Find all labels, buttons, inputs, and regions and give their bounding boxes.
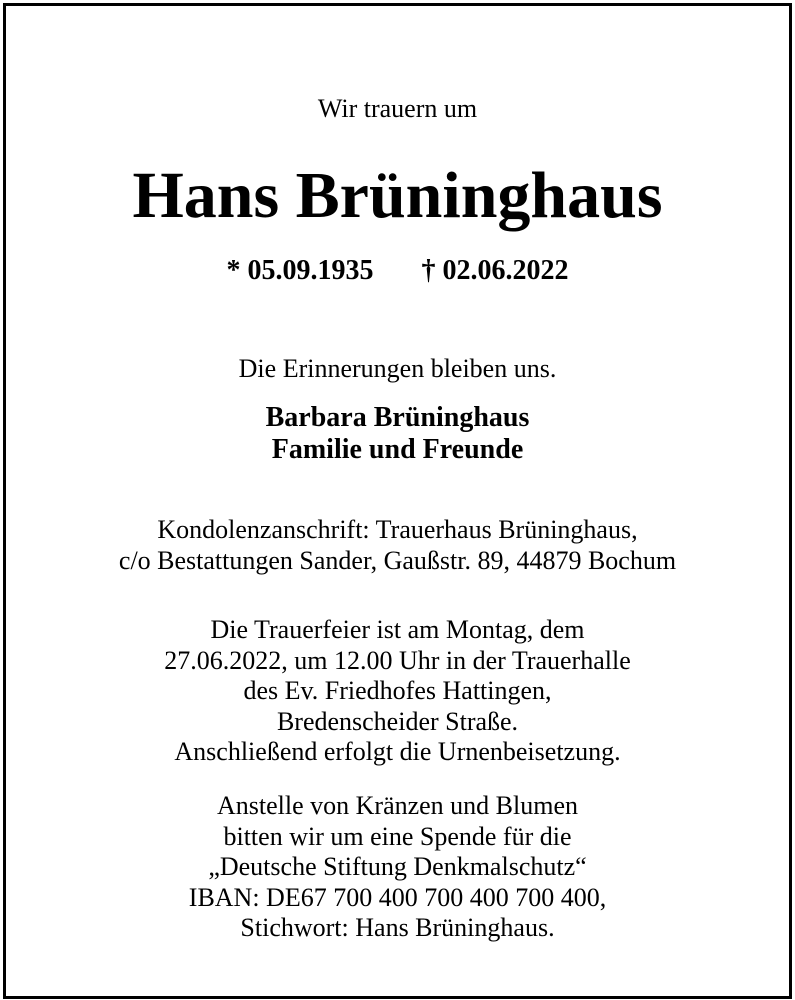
funeral-service-info <box>0 615 795 768</box>
deceased-name: Hans Brüninghaus <box>132 159 663 232</box>
death-date: † 02.06.2022 <box>421 255 569 286</box>
donation-line: bitten wir um eine Spende für die <box>223 821 572 851</box>
mourner-line: Familie und Freunde <box>271 434 524 465</box>
service-line: Bredenscheider Straße. <box>276 706 519 736</box>
birth-date: * 05.09.1935 <box>226 255 374 286</box>
mourner-line: Barbara Brüninghaus <box>265 402 530 433</box>
condolence-address <box>0 515 795 576</box>
service-line: des Ev. Friedhofes Hattingen, <box>243 676 552 705</box>
address-line: Kondolenzanschrift: Trauerhaus Brüninghaus, <box>157 515 638 544</box>
donation-line: Anstelle von Kränzen und Blumen <box>216 791 579 820</box>
donation-line: „Deutsche Stiftung Denkmalschutz“ <box>208 852 587 881</box>
donation-request <box>0 791 795 944</box>
mourners-block <box>0 402 795 466</box>
donation-line: IBAN: DE67 700 400 700 400 700 400, <box>188 882 607 912</box>
address-line: c/o Bestattungen Sander, Gaußstr. 89, 44879 Bochum <box>118 545 677 575</box>
service-line: 27.06.2022, um 12.00 Uhr in der Trauerhalle <box>164 645 631 675</box>
service-line: Anschließend erfolgt die Urnenbeisetzung. <box>174 737 621 766</box>
donation-line: Stichwort: Hans Brüninghaus. <box>240 913 555 942</box>
life-dates <box>0 253 795 289</box>
service-line: Die Trauerfeier ist am Montag, dem <box>210 615 585 644</box>
memory-text: Die Erinnerungen bleiben uns. <box>238 354 557 383</box>
intro-text: Wir trauern um <box>317 94 478 123</box>
